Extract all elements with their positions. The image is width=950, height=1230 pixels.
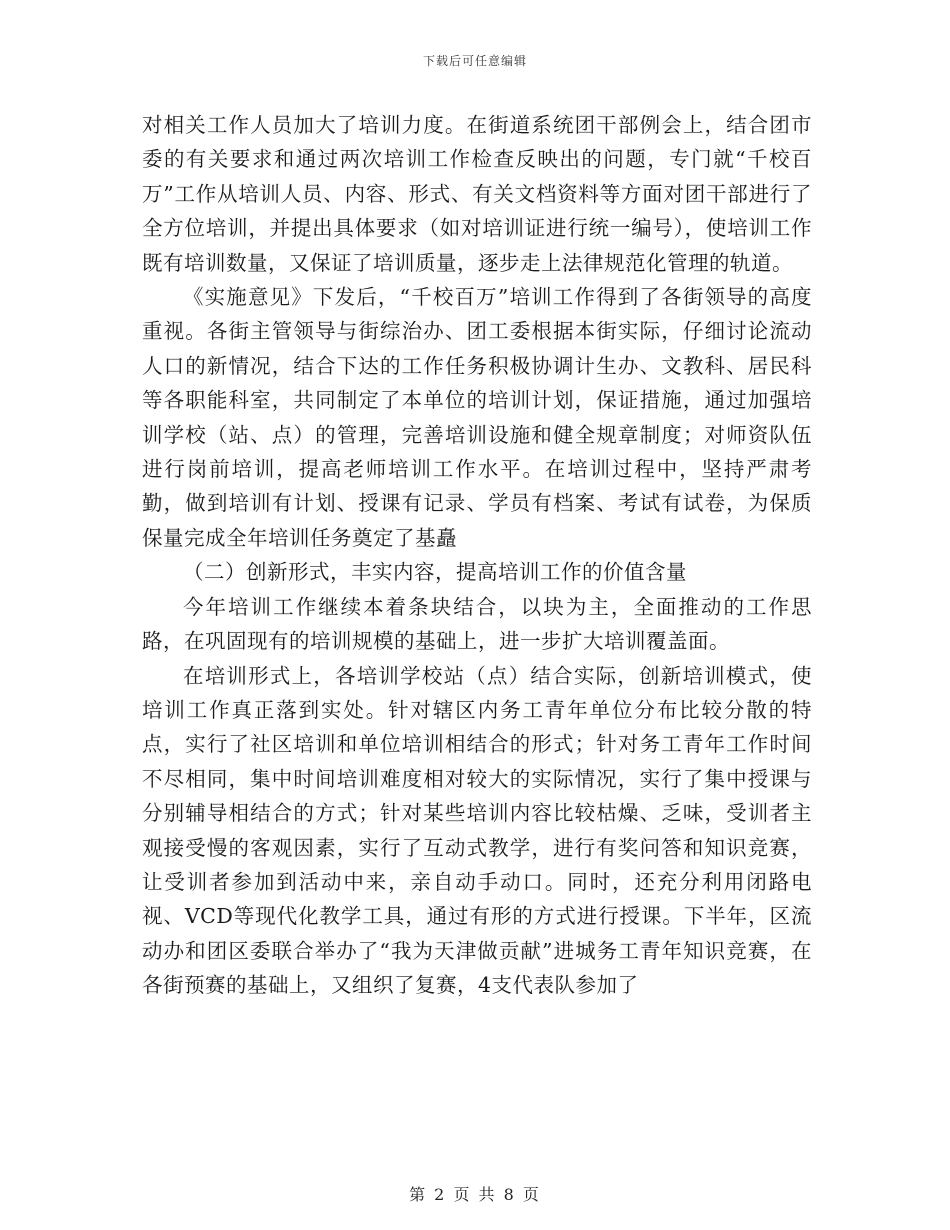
paragraph-implementation: 《实施意见》下发后，“千校百万”培训工作得到了各街领导的高度重视。各街主管领导与街综治办、团工委根据本街实际，仔细讨论流动人口的新情况，结合下达的工作任务积极协调计生办、文教科、居民科等各职能科室，共同制定了本单位的培训计划，保证措施，通过加强培训学校（站、点）的管理，完善培训设施和健全规章制度；对师资队伍进行岗前培训，提高老师培训工作水平。在培训过程中，坚持严肃考勤，做到培训有计划、授课有记录、学员有档案、考试有试卷，为保质保量完成全年培训任务奠定了基矗 (142, 285, 812, 550)
section-heading: （二）创新形式，丰实内容，提高培训工作的价值含量 (183, 560, 687, 585)
paragraph-training-approach: 今年培训工作继续本着条块结合，以块为主，全面推动的工作思路，在巩固现有的培训规模的基础上，进一步扩大培训覆盖面。 (142, 594, 812, 654)
paragraph-training-forms: 在培训形式上，各培训学校站（点）结合实际，创新培训模式，使培训工作真正落到实处。针对辖区内务工青年单位分布比较分散的特点，实行了社区培训和单位培训相结合的形式；针对务工青年工作时间不尽相同，集中时间培训难度相对较大的实际情况，实行了集中授课与分别辅导相结合的方式；针对某些培训内容比较枯燥、乏味，受训者主观接受慢的客观因素，实行了互动式教学，进行有奖问答和知识竞赛，让受训者参加到活动中来，亲自动手动口。同时，还充分利用闭路电视、VCD等现代化教学工具，通过有形的方式进行授课。下半年，区流动办和团区委联合举办了“我为天津做贡献”进城务工青年知识竞赛，在各街预赛的基础上，又组织了复赛，4支代表队参加了 (142, 663, 812, 998)
paragraph-continued: 对相关工作人员加大了培训力度。在街道系统团干部例会上，结合团市委的有关要求和通过两次培训工作检查反映出的问题，专门就“千校百万”工作从培训人员、内容、形式、有关文档资料等方面对团干部进行了全方位培训，并提出具体要求（如对培训证进行统一编号），使培训工作既有培训数量，又保证了培训质量，逐步走上法律规范化管理的轨道。 (142, 113, 812, 275)
page-header: 下载后可任意编辑 (422, 54, 527, 68)
document-body (142, 108, 812, 1003)
page-number: 第 2 页 共 8 页 (409, 1185, 541, 1204)
